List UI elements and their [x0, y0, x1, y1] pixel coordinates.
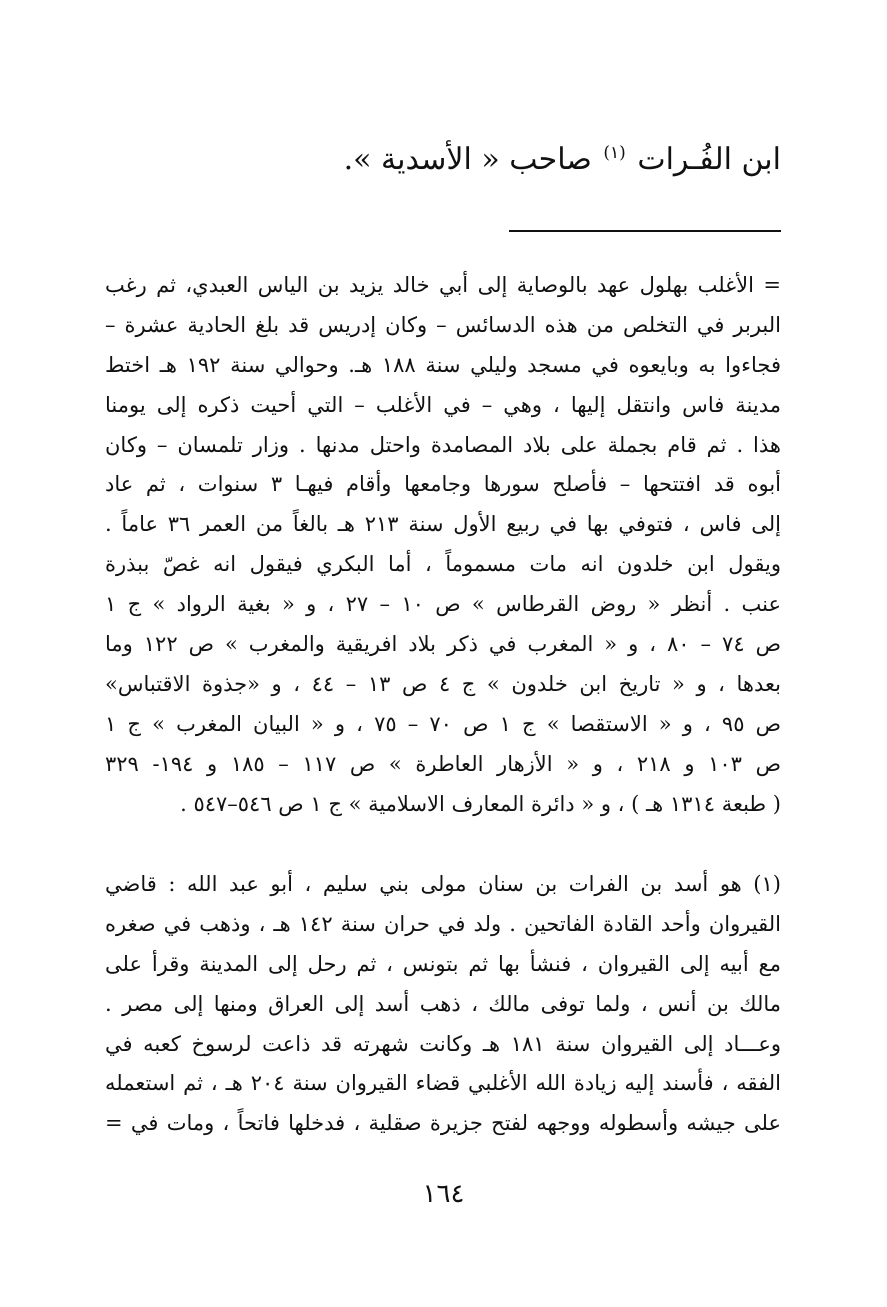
text-line: مالك بن أنس ، ولما توفى مالك ، ذهب أسد إلى العراق ومنها إلى مصر . [105, 991, 781, 1016]
text-line: ( طبعة ١٣١٤ هـ ) ، و « دائرة المعارف الاسلامية » ج ١ ص ٥٤٦–٥٤٧ . [180, 791, 781, 816]
text-line: ص ١٠٣ و ٢١٨ ، و « الأزهار العاطرة » ص ١١٧ – ١٨٥ و ١٩٤- ٣٢٩ [105, 751, 781, 776]
page-number: ١٦٤ [422, 1179, 465, 1209]
text-line: فجاءوا به وبايعوه في مسجد وليلي سنة ١٨٨ هـ. وحوالي سنة ١٩٢ هـ اختط [105, 352, 781, 377]
text-line: على جيشه وأسطوله ووجهه لفتح جزيرة صقلية ، فدخلها فاتحاً ، ومات في = [105, 1111, 781, 1136]
text-line: الفقه ، فأسند إليه زيادة الله الأغلبي قضاء القيروان سنة ٢٠٤ هـ ، ثم استعمله [105, 1071, 781, 1096]
text-line: مدينة فاس وانتقل إليها ، وهي – في الأغلب – التي أحيت ذكره إلى يومنا [105, 392, 781, 417]
text-line: القيروان وأحد القادة الفاتحين . ولد في حران سنة ١٤٢ هـ ، وذهب في صغره [105, 911, 781, 936]
text-line: بعدها ، و « تاريخ ابن خلدون » ج ٤ ص ١٣ – ٤٤ ، و «جذوة الاقتباس» [105, 671, 781, 696]
text-line: (١) هو أسد بن الفرات بن سنان مولى بني سليم ، أبو عبد الله : قاضي [105, 872, 781, 896]
section-heading [101, 140, 781, 180]
heading-name: ابن الفُـرات [637, 142, 781, 177]
footnote-divider [509, 230, 781, 232]
text-line: هذا . ثم قام بجملة على بلاد المصامدة واحتل مدنها . وزار تلمسان – وكان [105, 432, 781, 457]
text-line: ص ٧٤ – ٨٠ ، و « المغرب في ذكر بلاد افريقية والمغرب » ص ١٢٢ وما [105, 632, 781, 657]
text-line: وعـــاد إلى القيروان سنة ١٨١ هـ وكانت شهرته قد ذاعت لرسوخ كعبه في [105, 1031, 781, 1056]
text-line: مع أبيه إلى القيروان ، فنشأ بها ثم بتونس ، ثم رحل إلى المدينة وقرأ على [105, 951, 781, 976]
text-line: البربر في التخلص من هذه الدسائس – وكان إدريس قد بلغ الحادية عشرة – [105, 312, 781, 337]
continued-footnote [105, 266, 781, 824]
text-line: أبوه قد افتتحها – فأصلح سورها وجامعها وأقام فيهـا ٣ سنوات ، ثم عاد [105, 472, 781, 497]
footnote-1 [105, 865, 781, 1144]
heading-title: صاحب « الأسدية ». [343, 142, 592, 177]
text-line: عنب . أنظر « روض القرطاس » ص ١٠ – ٢٧ ، و « بغية الرواد » ج ١ [105, 592, 781, 617]
text-line: إلى فاس ، فتوفي بها في ربيع الأول سنة ٢١٣ هـ بالغاً من العمر ٣٦ عاماً . [105, 512, 781, 537]
text-line: = الأغلب بهلول عهد بالوصاية إلى أبي خالد يزيد بن الياس العبدي، ثم رغب [105, 273, 781, 297]
footnote-reference-mark: (١) [603, 143, 626, 163]
text-line: ص ٩٥ ، و « الاستقصا » ج ١ ص ٧٠ – ٧٥ ، و « البيان المغرب » ج ١ [105, 711, 781, 736]
text-line: ويقول ابن خلدون انه مات مسموماً ، أما البكري فيقول انه غصّ ببذرة [105, 552, 781, 577]
